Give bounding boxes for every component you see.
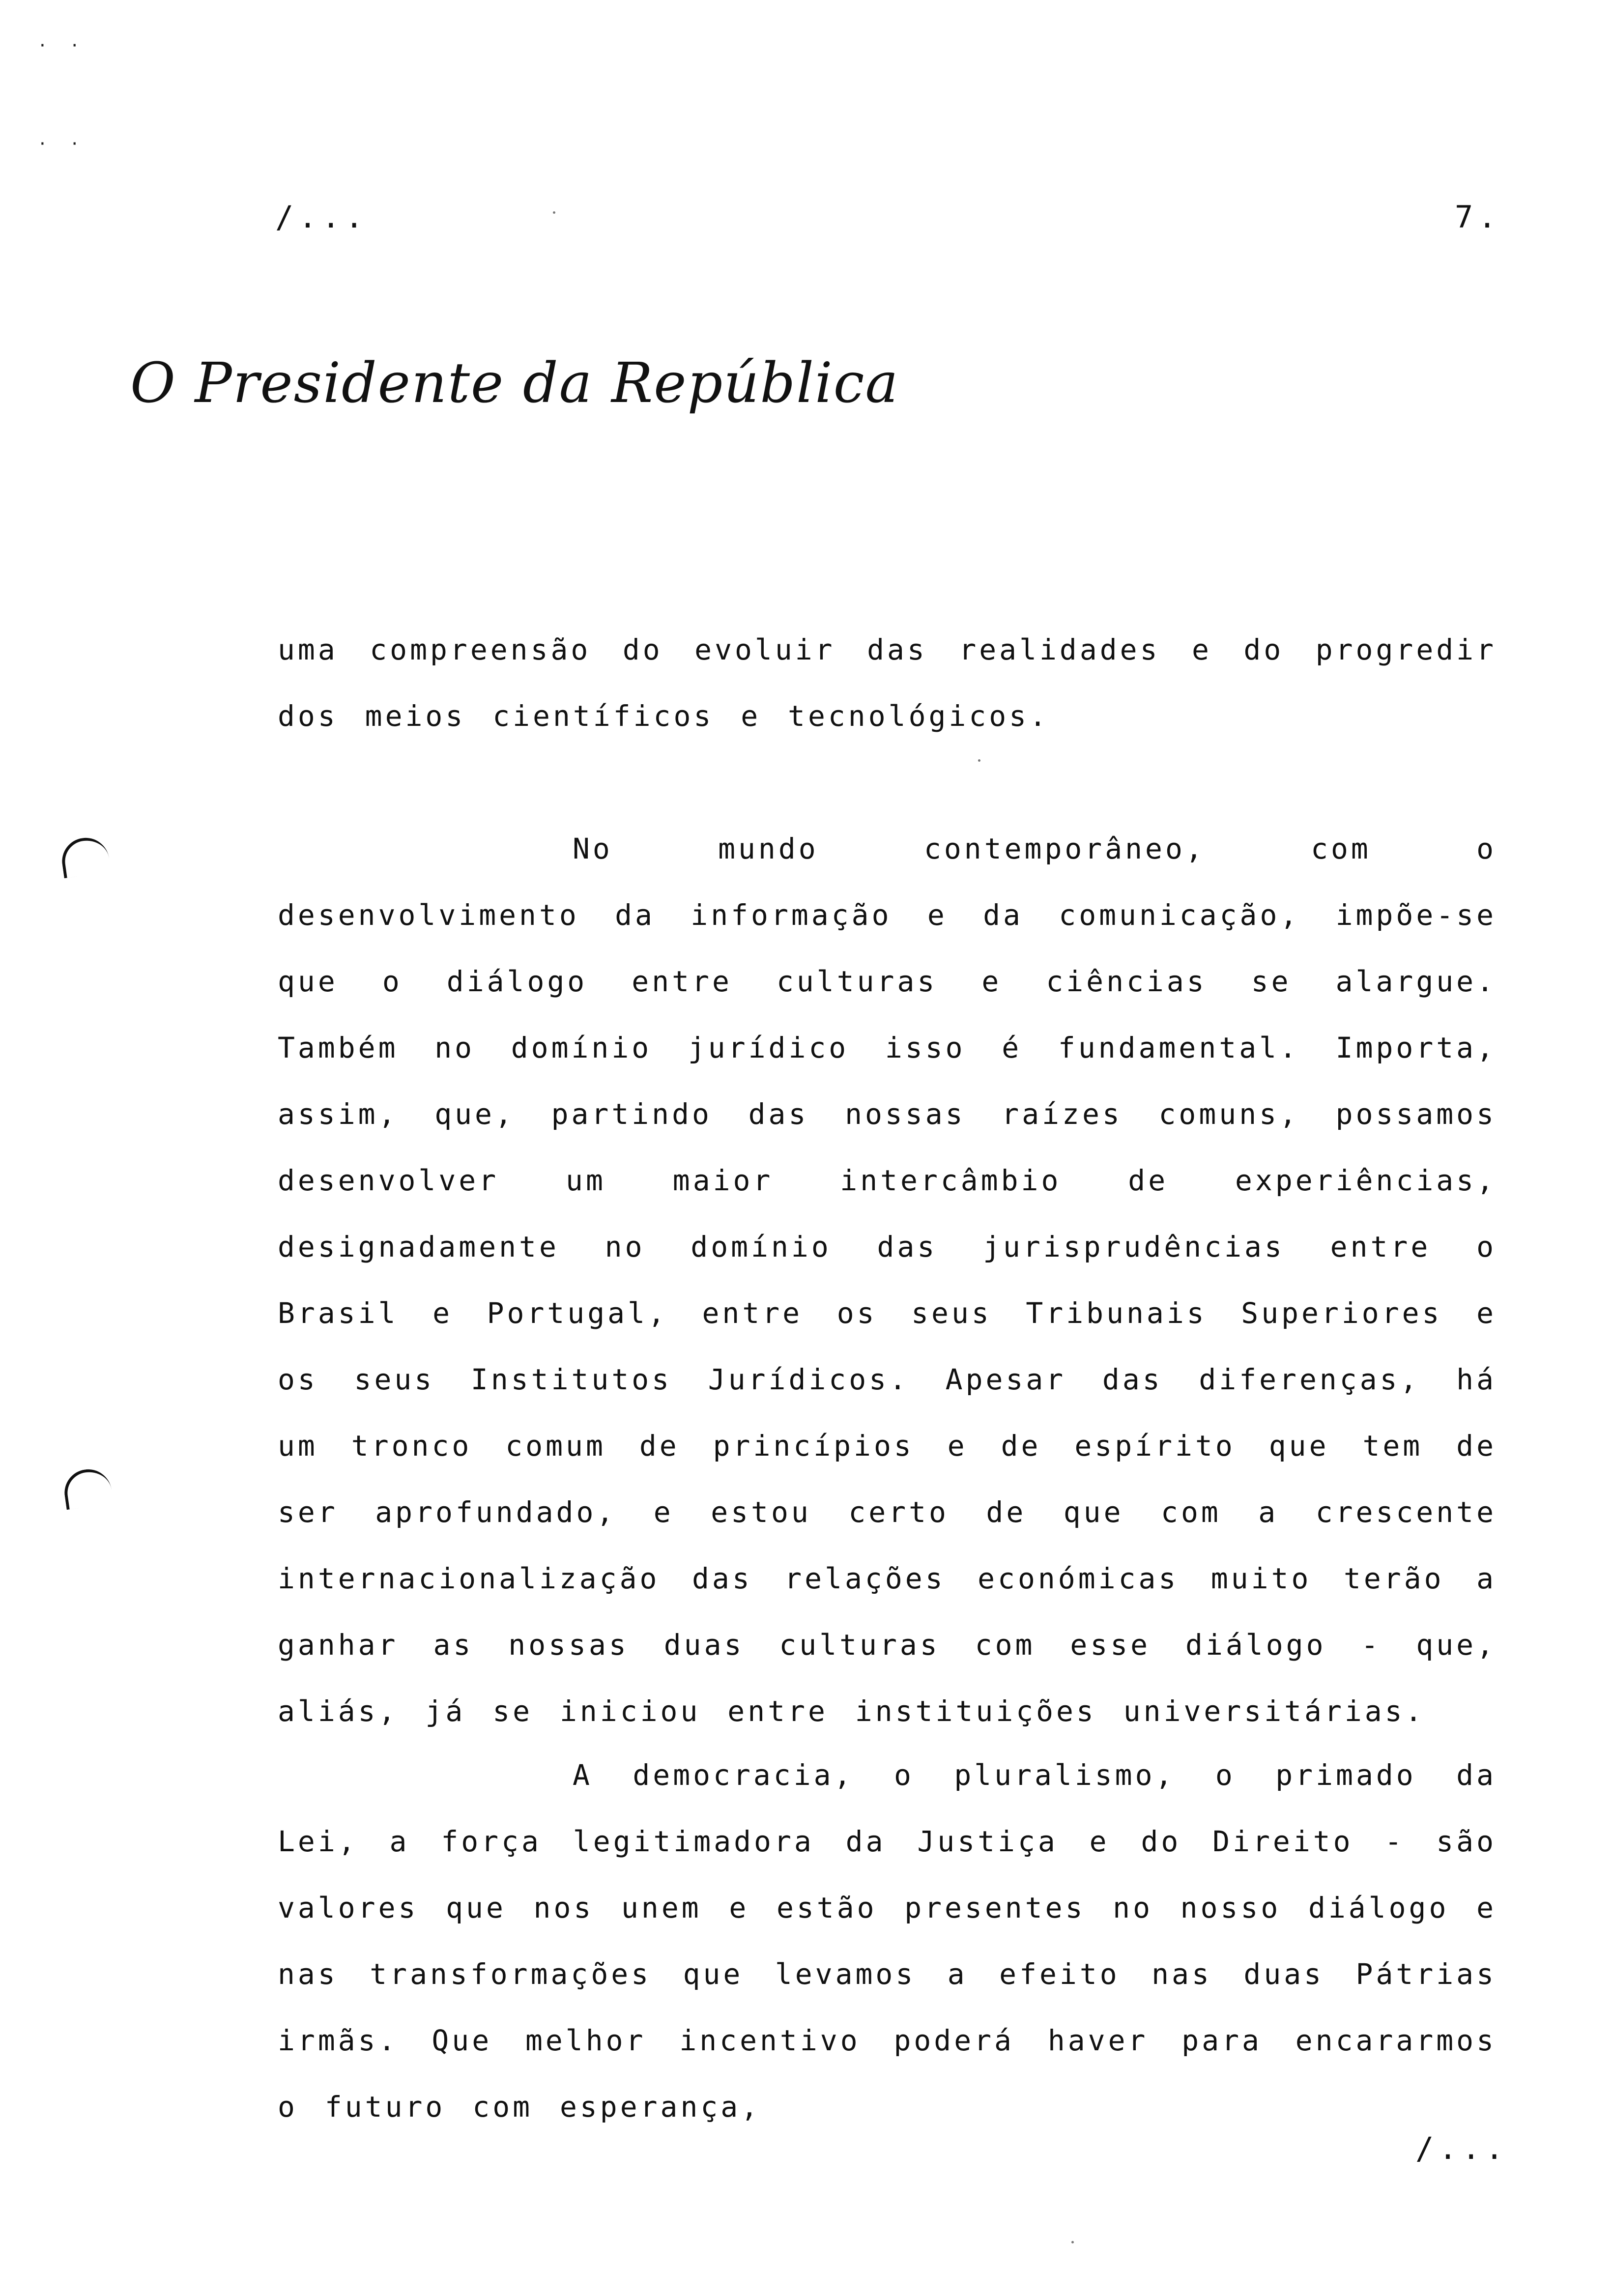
footer-continuation-mark: /... (1415, 2130, 1509, 2166)
page-number: 7. (1455, 199, 1501, 235)
paragraph-text: A democracia, o pluralismo, o primado da Lei, a força legitimadora da Justiça e do Direito - são valores que nos unem e estão presentes no nosso diálogo e nas transformações que levamos a efeito nas duas Pátrias irmãs. Que melhor incentivo poderá haver para encararmos o futuro com esperança, (278, 1758, 1497, 2124)
scan-speck (553, 211, 555, 214)
paragraph-text: uma compreensão do evoluir das realidades e do progredir dos meios científicos e tecnológicos. (278, 633, 1497, 733)
margin-marks: · · (39, 133, 88, 155)
paragraph (278, 617, 1497, 749)
margin-marks: · · (39, 34, 88, 57)
paragraph-text: No mundo contemporâneo, com o desenvolvimento da informação e da comunicação, impõe-se que o diálogo entre culturas e ciências se alargue. Também no domínio jurídico isso é fundamental. Importa, assim, que, partindo das nossas raízes comuns, possamos desenvolver um maior intercâmbio de experiências, designadamente no domínio das jurisprudências entre o Brasil e Portugal, entre os seus Tribunais Superiores e os seus Institutos Jurídicos. Apesar das diferenças, há um tronco comum de princípios e de espírito que tem de ser aprofundado, e estou certo de que com a crescente internacionalização das relações económicas muito terão a ganhar as nossas duas culturas com esse diálogo - que, aliás, já se iniciou entre instituições universitárias. (278, 832, 1497, 1728)
punch-hole-mark (61, 1466, 114, 1510)
paragraph (278, 816, 1497, 1745)
letterhead-title: O Presidente da República (130, 351, 899, 415)
header-continuation-mark: /... (275, 199, 369, 235)
paragraph (278, 1742, 1497, 2140)
punch-hole-mark (59, 835, 111, 879)
scan-speck (978, 759, 980, 762)
scan-speck (1071, 2241, 1074, 2243)
